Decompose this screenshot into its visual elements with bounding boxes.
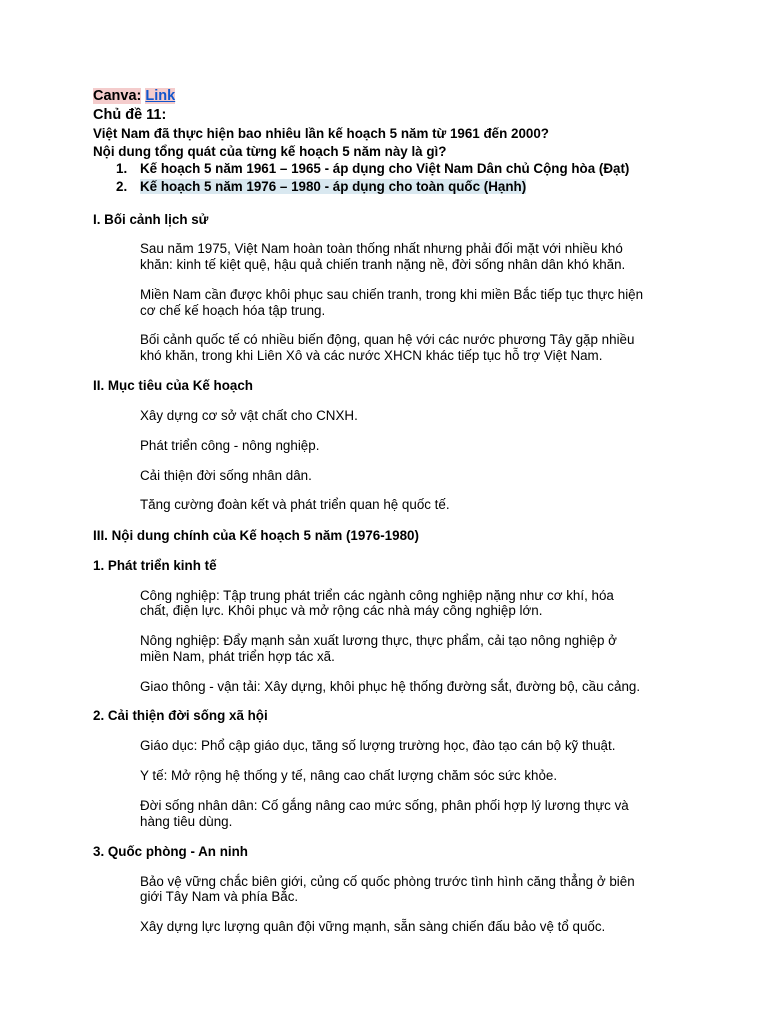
paragraph-line: cơ chế kế hoạch hóa tập trung. [140, 303, 326, 318]
plan-item-2 [116, 179, 526, 195]
paragraph-line: Sau năm 1975, Việt Nam hoàn toàn thống nhất nhưng phải đối mặt với nhiều khó [140, 241, 623, 256]
question-2: Nội dung tổng quát của từng kế hoạch 5 năm này là gì? [93, 144, 447, 159]
list-item: Xây dựng cơ sở vật chất cho CNXH. [140, 408, 358, 423]
plan-text-highlighted: Kế hoạch 5 năm 1976 – 1980 - áp dụng cho toàn quốc (Hạnh) [140, 179, 527, 194]
list-item: Cải thiện đời sống nhân dân. [140, 468, 312, 483]
canva-label: Canva: [93, 88, 142, 104]
paragraph-line: Giao thông - vận tải: Xây dựng, khôi phục hệ thống đường sắt, đường bộ, cầu cảng. [140, 679, 641, 694]
paragraph-line: Y tế: Mở rộng hệ thống y tế, nâng cao chất lượng chăm sóc sức khỏe. [140, 768, 558, 783]
plan-number: 1. [116, 161, 128, 176]
paragraph-line: giới Tây Nam và phía Bắc. [140, 889, 299, 904]
paragraph-line: miền Nam, phát triển hợp tác xã. [140, 649, 335, 664]
plan-text: Kế hoạch 5 năm 1961 – 1965 - áp dụng cho Việt Nam Dân chủ Cộng hòa (Đạt) [140, 161, 630, 176]
subsection-heading: 2. Cải thiện đời sống xã hội [93, 708, 268, 723]
paragraph-line: hàng tiêu dùng. [140, 814, 233, 829]
subsection-heading: 1. Phát triển kinh tế [93, 558, 217, 573]
subsection-heading: 3. Quốc phòng - An ninh [93, 844, 248, 859]
section-heading: II. Mục tiêu của Kế hoạch [93, 378, 253, 393]
paragraph-line: Xây dựng lực lượng quân đội vững mạnh, sẵn sàng chiến đấu bảo vệ tổ quốc. [140, 919, 606, 934]
paragraph-line: khó khăn, trong khi Liên Xô và các nước XHCN khác tiếp tục hỗ trợ Việt Nam. [140, 348, 603, 363]
paragraph-line: Miền Nam cần được khôi phục sau chiến tranh, trong khi miền Bắc tiếp tục thực hiện [140, 287, 644, 302]
paragraph-line: Nông nghiệp: Đẩy mạnh sản xuất lương thực, thực phẩm, cải tạo nông nghiệp ở [140, 633, 617, 648]
plan-item-1 [116, 161, 629, 177]
canva-line [93, 88, 175, 104]
paragraph-line: chất, điện lực. Khôi phục và mở rộng các nhà máy công nghiệp lớn. [140, 603, 543, 618]
paragraph-line: Công nghiệp: Tập trung phát triển các ngành công nghiệp nặng như cơ khí, hóa [140, 588, 614, 603]
topic-title: Chủ đề 11: [93, 107, 167, 123]
paragraph-line: khăn: kinh tế kiệt quệ, hậu quả chiến tranh nặng nề, đời sống nhân dân khó khăn. [140, 257, 626, 272]
paragraph-line: Bối cảnh quốc tế có nhiều biến động, quan hệ với các nước phương Tây gặp nhiều [140, 332, 635, 347]
plan-number: 2. [116, 179, 128, 194]
question-1: Việt Nam đã thực hiện bao nhiêu lần kế hoạch 5 năm từ 1961 đến 2000? [93, 126, 549, 141]
paragraph-line: Giáo dục: Phổ cập giáo dục, tăng số lượng trường học, đào tạo cán bộ kỹ thuật. [140, 738, 616, 753]
list-item: Phát triển công - nông nghiệp. [140, 438, 320, 453]
paragraph-line: Đời sống nhân dân: Cố gắng nâng cao mức sống, phân phối hợp lý lương thực và [140, 798, 629, 813]
paragraph-line: Bảo vệ vững chắc biên giới, củng cố quốc phòng trước tình hình căng thẳng ở biên [140, 874, 635, 889]
canva-link[interactable]: Link [145, 88, 176, 104]
list-item: Tăng cường đoàn kết và phát triển quan hệ quốc tế. [140, 497, 450, 512]
section-heading: I. Bối cảnh lịch sử [93, 212, 209, 227]
section-heading: III. Nội dung chính của Kế hoạch 5 năm (1976-1980) [93, 528, 419, 543]
